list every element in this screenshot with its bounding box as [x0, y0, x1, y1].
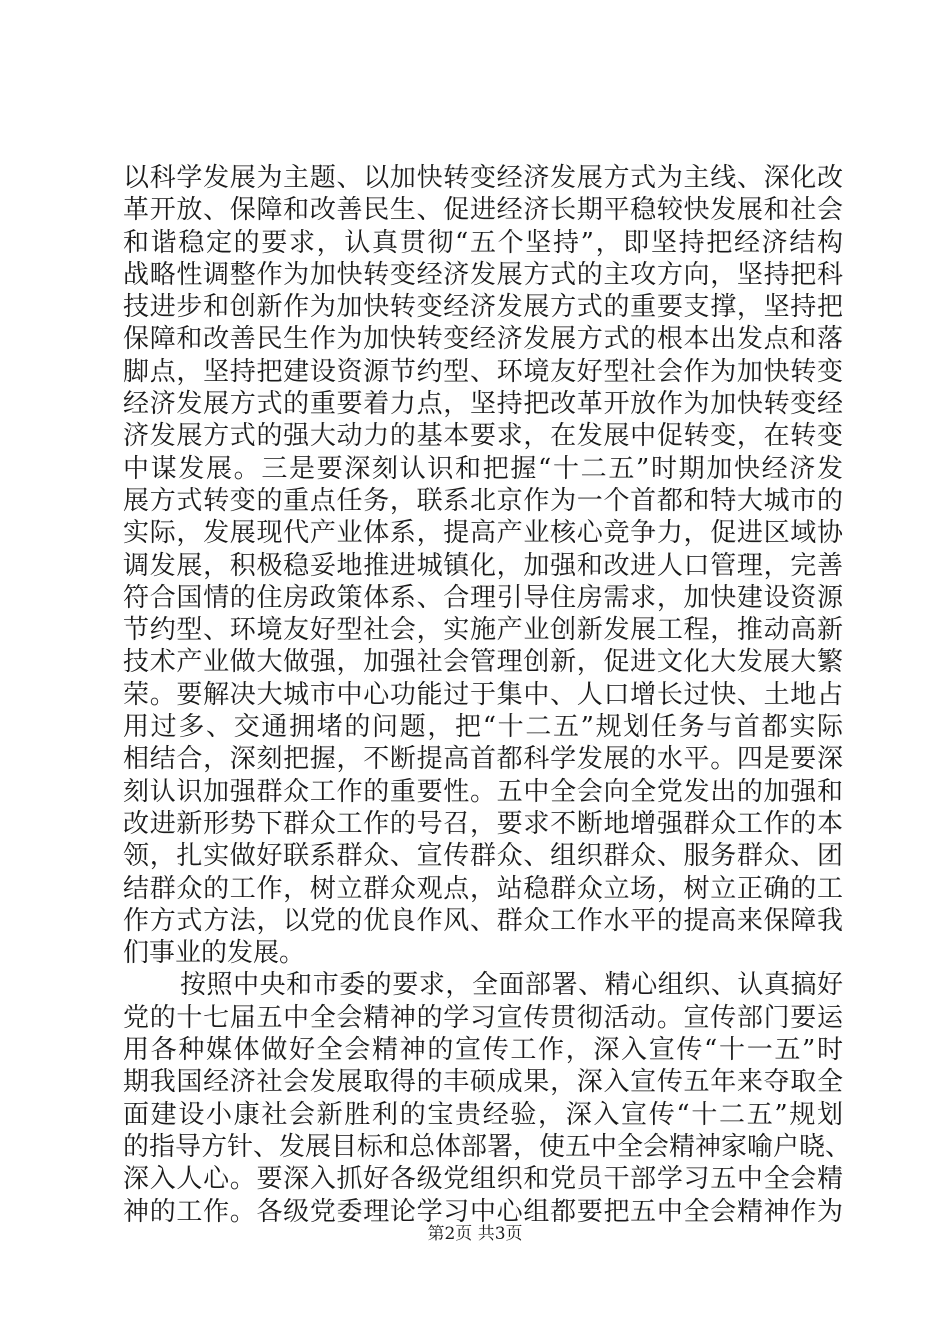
page-footer: [0, 1219, 950, 1244]
text-line: 实际，发展现代产业体系，提高产业核心竞争力，促进区域协: [123, 518, 843, 549]
text-line: 和谐稳定的要求，认真贯彻“五个坚持”，即坚持把经济结构: [123, 227, 843, 258]
text-line: 技术产业做大做强，加强社会管理创新，促进文化大发展大繁: [123, 647, 843, 678]
text-line: 用各种媒体做好全会精神的宣传工作，深入宣传“十一五”时: [123, 1035, 843, 1066]
text-line: 期我国经济社会发展取得的丰硕成果，深入宣传五年来夺取全: [123, 1067, 843, 1098]
text-line-paragraph-start: 按照中央和市委的要求，全面部署、精心组织、认真搞好: [180, 970, 843, 1001]
text-line-paragraph-end: 们事业的发展。: [123, 938, 306, 969]
text-line: 深入人心。要深入抓好各级党组织和党员干部学习五中全会精: [123, 1164, 843, 1195]
page-number-label: 第2页 共3页: [427, 1224, 523, 1244]
text-line: 结群众的工作，树立群众观点，站稳群众立场，树立正确的工: [123, 873, 843, 904]
text-line: 脚点，坚持把建设资源节约型、环境友好型社会作为加快转变: [123, 356, 843, 387]
text-line: 革开放、保障和改善民生、促进经济长期平稳较快发展和社会: [123, 195, 843, 226]
text-line: 展方式转变的重点任务，联系北京作为一个首都和特大城市的: [123, 485, 843, 516]
text-line: 技进步和创新作为加快转变经济发展方式的重要支撑，坚持把: [123, 292, 843, 323]
text-line: 济发展方式的强大动力的基本要求，在发展中促转变，在转变: [123, 421, 843, 452]
body-text: [123, 162, 852, 1228]
text-line: 符合国情的住房政策体系、合理引导住房需求，加快建设资源: [123, 582, 843, 613]
text-line: 改进新形势下群众工作的号召，要求不断地增强群众工作的本: [123, 808, 843, 839]
text-line: 刻认识加强群众工作的重要性。五中全会向全党发出的加强和: [123, 776, 843, 807]
text-line: 中谋发展。三是要深刻认识和把握“十二五”时期加快经济发: [123, 453, 843, 484]
text-line: 节约型、环境友好型社会，实施产业创新发展工程，推动高新: [123, 615, 843, 646]
text-line: 荣。要解决大城市中心功能过于集中、人口增长过快、土地占: [123, 679, 843, 710]
text-line: 保障和改善民生作为加快转变经济发展方式的根本出发点和落: [123, 324, 843, 355]
text-line: 作方式方法，以党的优良作风、群众工作水平的提高来保障我: [123, 905, 843, 936]
text-line: 相结合，深刻把握，不断提高首都科学发展的水平。四是要深: [123, 744, 843, 775]
text-line: 党的十七届五中全会精神的学习宣传贯彻活动。宣传部门要运: [123, 1002, 843, 1033]
text-line: 领，扎实做好联系群众、宣传群众、组织群众、服务群众、团: [123, 841, 843, 872]
text-line: 经济发展方式的重要着力点，坚持把改革开放作为加快转变经: [123, 389, 843, 420]
text-line: 调发展，积极稳妥地推进城镇化，加强和改进人口管理，完善: [123, 550, 843, 581]
text-line: 用过多、交通拥堵的问题，把“十二五”规划任务与首都实际: [123, 712, 843, 743]
text-line: 以科学发展为主题、以加快转变经济发展方式为主线、深化改: [123, 163, 843, 193]
text-line: 战略性调整作为加快转变经济发展方式的主攻方向，坚持把科: [123, 259, 843, 290]
text-line: 的指导方针、发展目标和总体部署，使五中全会精神家喻户晓、: [123, 1131, 852, 1162]
text-line: 面建设小康社会新胜利的宝贵经验，深入宣传“十二五”规划: [123, 1099, 843, 1130]
text-line: 神的工作。各级党委理论学习中心组都要把五中全会精神作为: [123, 1196, 843, 1227]
